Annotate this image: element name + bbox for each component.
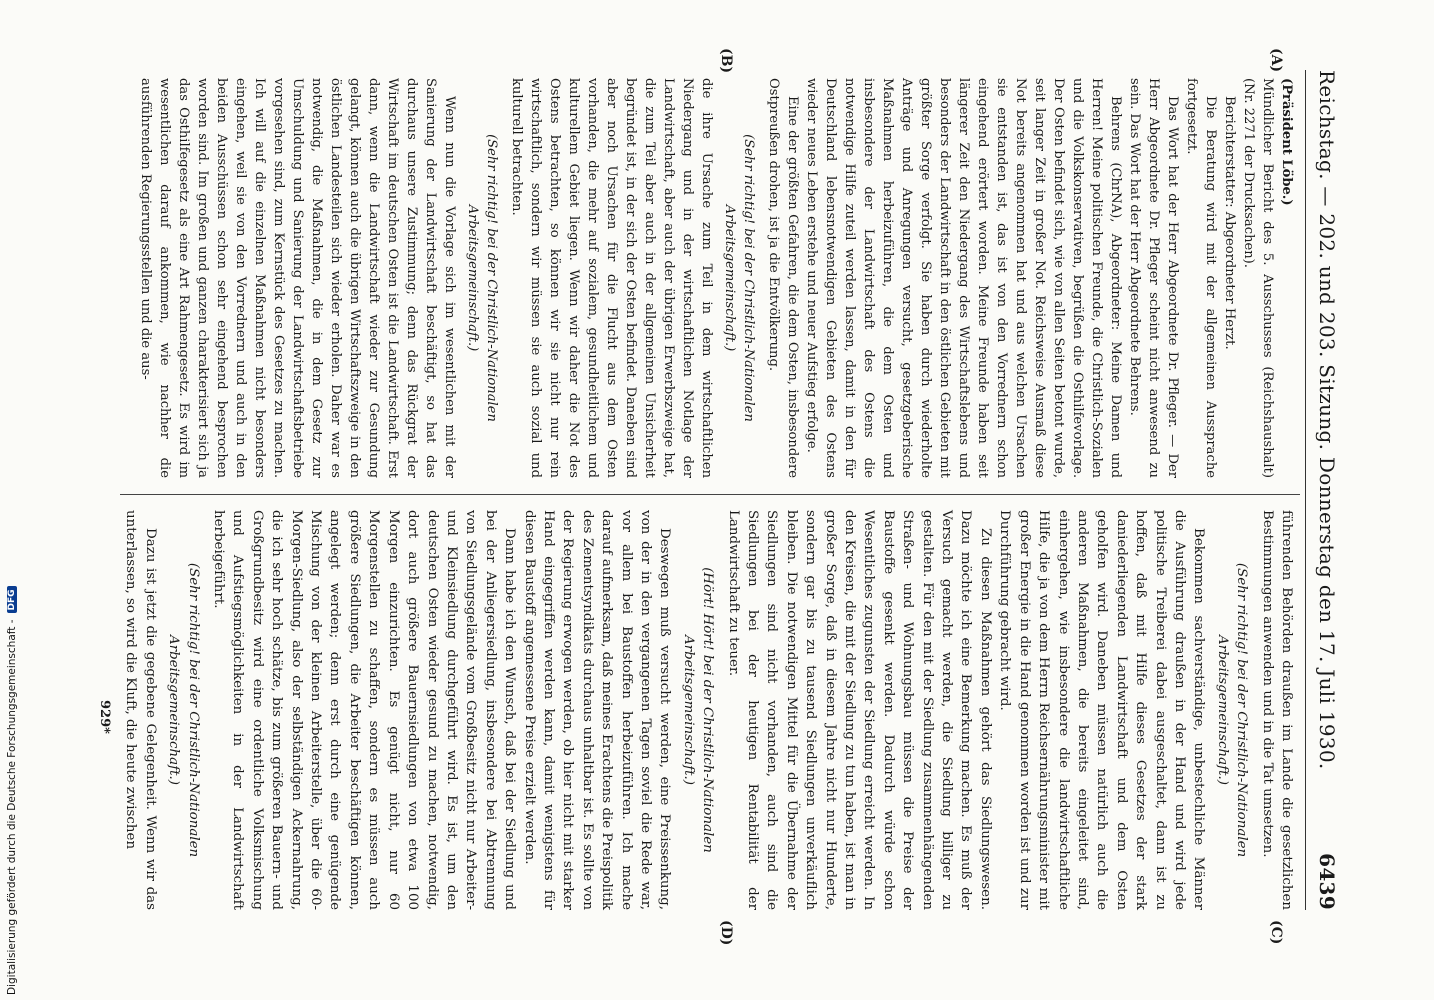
interjection: (Sehr richtig! bei der Christlich-Nationalen Arbeitsgemeinschaft.) [166,562,201,858]
paragraph: Eine der größten Gefahren, die dem Osten, insbesondere Ostpreußen drohen, ist ja die Entvölkerung. [766,78,800,478]
paragraph: führenden Behörden draußen im Lande die gesetzlichen Bestimmungen anwenden und in die Tat umsetzen. [1259,510,1294,910]
marker-c: (C) [1268,920,1284,945]
left-column [136,78,1296,478]
page-number: 6439 [1315,853,1339,910]
marker-a: (A) [1268,48,1284,73]
paragraph: Berichterstatter: Abgeordneter Herzt. [1222,96,1237,350]
paragraph: Wenn nun die Vorlage sich im wesentlichen mit der Sanierung der Landwirtschaft beschäftigt, so hat das durchaus unsere Zustimmung; denn das Rückgrat der Wirtschaft im deutschen Osten ist die Landwirtschaft. Erst dann, wenn die Landwirtschaft wieder zur Gesundung gelangt, können auch die übrigen Wirtschaftszweige in den östlichen Landesteilen sich wieder erholen. Daher war es notwendig, die Maßnahmen, die in dem Gesetz zur Umschuldung und Sanierung der Landwirtschaftsbetriebe vorgesehen sind, zum Kernstück des Gesetzes zu machen. Ich will auf die einzelnen Maßnahmen nicht besonders eingehen, weil sie von den Vorrednern und auch in den beiden Ausschüssen schon sehr eingehend besprochen worden sind. Im großen und ganzen charakterisiert sich ja das Osthilfegesetz als eine Art Rahmengesetz. Es wird im wesentlichen darauf ankommen, wie nachher die ausführenden Regierungsstellen und die aus- [138,78,457,478]
interjection: (Hört! Hört! bei der Christlich-Nationalen Arbeitsgemeinschaft.) [680,567,716,853]
paragraph: Mündlicher Bericht des 5. Ausschusses (Reichshaushalt) (Nr. 2271 der Drucksachen). [1241,78,1275,478]
paragraph: Deswegen muß versucht werden, eine Preissenkung, von der in den vergangenen Tagen soviel die Rede war, vor allem bei Baustoffen herbeizuführen. Ich mache darauf aufmerksam, daß meines Erachtens die Preispolitik des Zementsyndikats durchaus unhaltbar ist. Es sollte von der Regierung erwogen werden, ob hier nicht mit starker Hand eingegriffen werden kann, damit wenigstens für diesen Baustoff angemessene Preise erzielt werden. [521,510,673,910]
marker-b: (B) [718,48,734,74]
paragraph: Bekommen sachverständige, unbestechliche Männer die Ausführung draußen in der Hand und wird jede politische Treiberei dabei ausgeschaltet, dann ist zu hoffen, daß mit Hilfe dieses Gesetzes der stark daniederliegenden Landwirtschaft und dem Osten geholfen wird. Daneben müssen natürlich auch die anderen Maßnahmen, die bereits eingeleitet sind, einhergehen, wie insbesondere die landwirtschaftliche Hilfe, die ja von dem Herrn Reichsernährungsminister mit großer Energie in die Hand genommen worden ist und zur Durchführung gebracht wird. [997,510,1207,910]
column-divider [120,494,1300,495]
footer-number: 929* [97,700,112,734]
paragraph: (Präsident Löbe.) [1279,78,1294,206]
marker-d: (D) [718,920,734,946]
interjection: (Sehr richtig! bei der Christlich-Nationalen Arbeitsgemeinschaft.) [722,134,756,422]
paragraph: Zu diesen Maßnahmen gehört das Siedlungswesen. Dazu möchte ich eine Bemerkung machen. Es muß der Versuch gemacht werden, die Siedlung billiger zu gestalten. Für den mit der Siedlung zusammenhängenden Straßen- und Wohnungsbau müssen die Preise der Baustoffe gesenkt werden. Dadurch würde schon Wesentliches zugunsten der Siedlung erreicht werden. In den Kreisen, die mit der Siedlung zu tun haben, ist man in großer Sorge, daß in diesem Jahre nicht nur Hunderte, sondern gar bis zu tausend Siedlungen unverkäuflich bleiben. Die notwendigen Mittel für die Übernahme der Siedlungen sind nicht vorhanden, auch sind die Siedlungen bei der heutigen Rentabilität der Landwirtschaft zu teuer. [725,510,993,910]
paragraph: Dazu ist jetzt die gegebene Gelegenheit. Wenn wir das unterlassen, so wird die Kluft, die heute zwischen [123,510,158,910]
digitization-note [5,589,19,995]
paragraph: die ihre Ursache zum Teil in dem wirtschaftlichen Niedergang und in der wirtschaftlichen Notlage der Landwirtschaft, aber auch der übrigen Erwerbszweige hat, die zum Teil aber auch in der allgemeinen Unsicherheit begründet ist, in der sich der Osten befindet. Daneben sind aber noch Ursachen für die Flucht aus dem Osten vorhanden, die mehr auf sozialem, gesundheitlichem und kulturellem Gebiet liegen. Wenn wir daher die Not des Ostens betrachten, so können wir sie nicht nur rein wirtschaftlich, sondern wir müssen sie auch sozial und kulturell betrachten. [509,78,714,478]
right-column [121,510,1296,910]
header-title: Reichstag. — 202. und 203. Sitzung. Donnerstag den 17. Juli 1930. [1315,70,1339,770]
interjection: (Sehr richtig! bei der Christlich-Nationalen Arbeitsgemeinschaft.) [1214,562,1250,858]
digitization-text: Digitalisierung gefördert durch die Deutsche Forschungsgemeinschaft - [6,619,18,995]
paragraph: Dann habe ich den Wunsch, daß bei der Siedlung und bei der Anliegersiedlung, insbesondere bei Abtrennung von Siedlungsgelände vom Großbesitz nicht nur Arbeiter- und Kleinsiedlung durchgeführt wird. Es ist, um den deutschen Osten wieder gesund zu machen, notwendig, dort auch größere Bauernsiedlungen von etwa 100 Morgen einzurichten. Es genügt nicht, nur 60 Morgenstellen zu schaffen, sondern es müssen auch größere Siedlungen, die Arbeiter beschäftigen können, angelegt werden; denn erst durch eine genügende Mischung von der kleinen Arbeiterstelle, über die 60-Morgen-Siedlung, also der selbständigen Ackernahrung, die ich sehr hoch schätze, bis zum größeren Bauern- und Großgrundbesitz wird eine ordentliche Volksmischung und Aufstiegsmöglichkeiten in der Landwirtschaft herbeigeführt. [211,510,518,910]
dfg-logo-icon: DFG [7,586,17,613]
page-header [1309,70,1339,910]
paragraph: Die Beratung wird mit der allgemeinen Aussprache fortgesetzt. [1184,78,1218,478]
paragraph: Das Wort hat der Herr Abgeordnete Dr. Pfleger. — Der Herr Abgeordnete Dr. Pfleger scheint nicht anwesend zu sein. Das Wort hat der Herr Abgeordnete Behrens. [1127,78,1180,478]
interjection: (Sehr richtig! bei der Christlich-Nationalen Arbeitsgemeinschaft.) [465,134,499,422]
paragraph: Behrens (ChrNA), Abgeordneter: Meine Damen und Herren! Meine politischen Freunde, die Christlich-Sozialen und die Volkskonservativen, begrüßen die Osthilfevorlage. Der Osten befindet sich, wie von allen Seiten betont wurde, seit langer Zeit in großer Not. Reichsweise Ausmaß diese Not bereits angenommen hat und aus welchen Ursachen sie entstanden ist, das ist von den Vorrednern schon eingehend erörtert worden. Meine Freunde haben seit längerer Zeit den Niedergang des Wirtschaftslebens und besonders der Landwirtschaft in den östlichen Gebieten mit größter Sorge verfolgt. Sie haben durch wiederholte Anträge und Anregungen versucht, gesetzgeberische Maßnahmen herbeizuführen, die dem Osten und insbesondere der Landwirtschaft des Ostens die notwendige Hilfe zuteil werden lassen, damit in den für Deutschland lebensnotwendigen Gebieten des Ostens wieder neues Leben erstehe und neuer Aufstieg erfolge. [804,78,1123,478]
header-rule [1305,70,1306,910]
